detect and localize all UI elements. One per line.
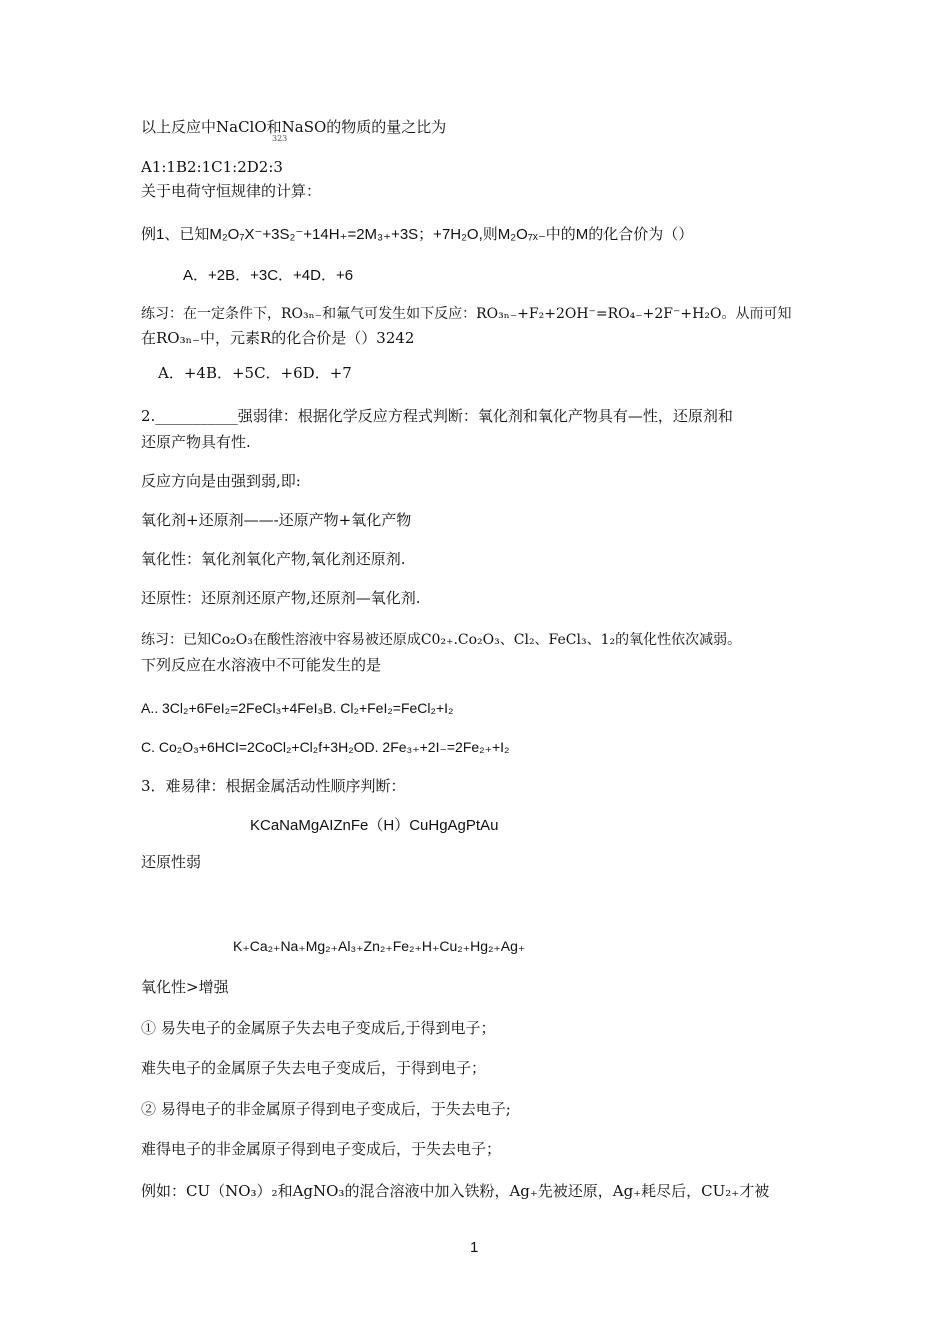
text-line-22: 还原性弱 [141,853,202,871]
text-line-17: 下列反应在水溶液中不可能发生的是 [141,656,382,674]
text-line-6: A．+2B．+3C．+4D．+6 [183,267,354,284]
text-line-4: 关于电荷守恒规律的计算： [141,182,322,200]
text-line-25: ① 易失电子的金属原子失去电子变成后,于得到电子； [141,1019,496,1037]
text-line-20: 3．难易律：根据金属活动性顺序判断： [141,777,406,795]
text-line-21: KCaNaMgAIZnFe（H）CuHgAgPtAu [250,817,499,834]
text-line-27: ② 易得电子的非金属原子得到电子变成后，于失去电子; [141,1100,511,1118]
text-line-7: 练习：在一定条件下，RO₃ₙ₋和氟气可发生如下反应：RO₃ₙ₋+F₂+2OH⁻=RO₄₋+2F⁻+H₂O。从而可知 [141,306,792,322]
text-line-10: 2.___________强弱律：根据化学反应方程式判断：氧化剂和氧化产物具有—性，还原剂和 [141,407,733,425]
text-line-12: 反应方向是由强到弱,即: [141,472,301,490]
text-line-26: 难失电子的金属原子失去电子变成后，于得到电子； [141,1059,487,1077]
text-line-15: 还原性：还原剂还原产物,还原剂—氧化剂. [141,589,421,607]
text-line-19: C. Co₂O₃+6HCI=2CoCl₂+Cl₂f+3H₂OD. 2Fe₃₊+2I₋=2Fe₂₊+I₂ [141,739,510,755]
text-line-1: 以上反应中NaClO和NaSO的物质的量之比为 [141,118,447,136]
text-line-24: 氧化性>增强 [141,978,229,996]
text-line-8: 在RO₃ₙ₋中，元素R的化合价是（）3242 [141,329,415,347]
text-line-2: 323 [272,134,288,143]
text-line-11: 还原产物具有性. [141,433,251,451]
text-line-28: 难得电子的非金属原子得到电子变成后，于失去电子； [141,1140,502,1158]
text-line-5: 例1、已知M₂O₇X⁻+3S₂⁻+14H₊=2M₃₊+3S；+7H₂O,则M₂O₇ₓ₋中的M的化合价为（） [141,226,694,243]
text-line-29: 例如：CU（NO₃）₂和AgNO₃的混合溶液中加入铁粉，Ag₊先被还原，Ag₊耗尽后，CU₂₊才被 [141,1182,770,1200]
text-line-14: 氧化性：氧化剂氧化产物,氧化剂还原剂. [141,550,406,568]
text-line-3: A1:1B2:1C1:2D2:3 [141,158,283,176]
page-number: 1 [470,1239,479,1256]
text-line-13: 氧化剂+还原剂——-还原产物+氧化产物 [141,511,412,529]
text-line-18: A.. 3Cl₂+6FeI₂=2FeCl₃+4FeI₃B. Cl₂+FeI₂=FeCl₂+I₂ [141,700,454,716]
text-line-9: A．+4B．+5C．+6D．+7 [158,364,352,382]
text-line-16: 练习：已知Co₂O₃在酸性溶液中容易被还原成C0₂₊.Co₂O₃、Cl₂、FeCl₃、1₂的氧化性依次减弱。 [141,632,742,648]
text-line-23: K₊Ca₂₊Na₊Mg₂₊Al₃₊Zn₂₊Fe₂₊H₊Cu₂₊Hg₂₊Ag₊ [233,938,526,954]
